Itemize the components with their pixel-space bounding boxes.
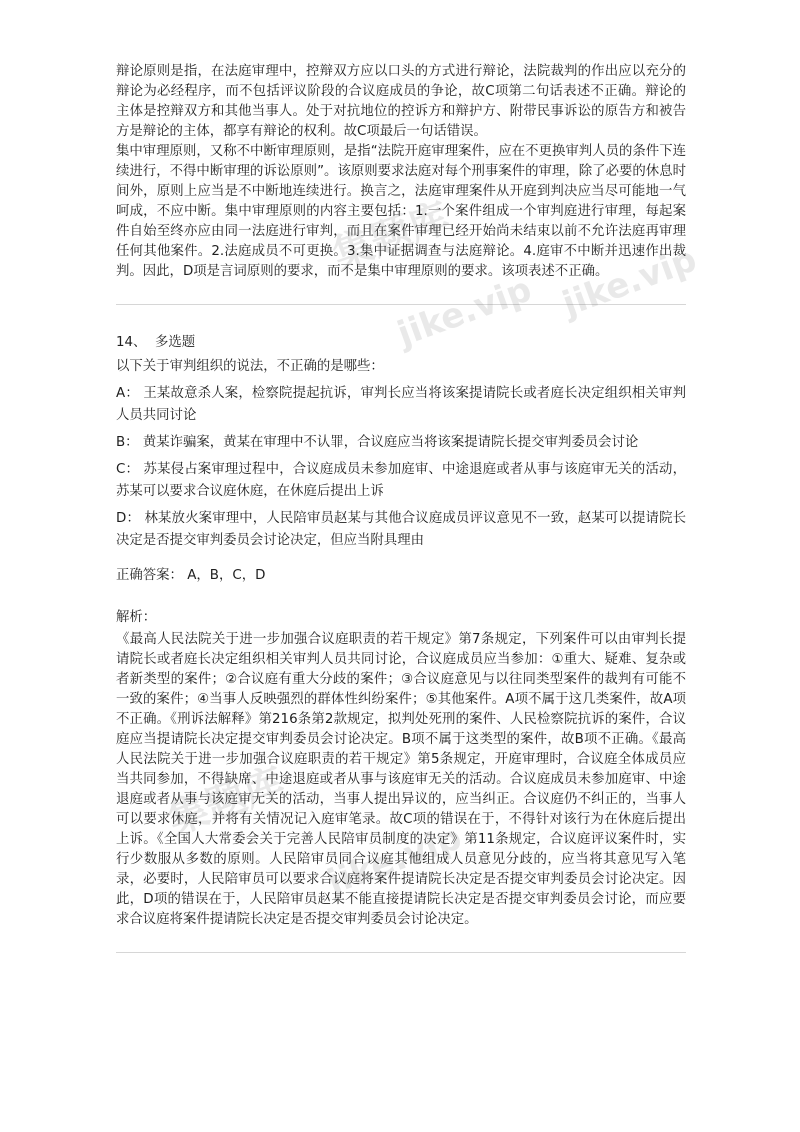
question-number-separator: 、 bbox=[133, 335, 147, 350]
watermark-url: jike.vip bbox=[392, 269, 537, 355]
prev-analysis-paragraph-1: 辩论原则是指，在法庭审理中，控辩双方应以口头的方式进行辩论，法院裁判的作出应以充分的辩论为必经程序，而不包括评议阶段的合议庭成员的争论，故C项第二句话表述不正确。辩论的主体是控辩双方和其他当事人。处于对抗地位的控诉方和辩护方、附带民事诉讼的原告方和被告方是辩论的主体，都享有辩论的权利。故C项最后一句话错误。 bbox=[116, 64, 686, 139]
answer-label: 正确答案： bbox=[116, 568, 183, 583]
option-a-label: A： bbox=[116, 386, 139, 401]
option-d-text: 林某放火案审理中，人民陪审员赵某与其他合议庭成员评议意见不一致，赵某可以提请院长决定是否提交审判委员会讨论决定，但应当附具理由 bbox=[116, 511, 687, 548]
option-c bbox=[116, 459, 686, 503]
question-header bbox=[116, 333, 686, 353]
question-type: 多选题 bbox=[154, 335, 196, 350]
option-a-text: 王某故意杀人案，检察院提起抗诉，审判长应当将该案提请院长或者庭长决定组织相关审判人员共同讨论 bbox=[116, 386, 686, 423]
option-b-label: B： bbox=[116, 435, 139, 450]
option-c-text: 苏某侵占案审理过程中，合议庭成员未参加庭审、中途退庭或者从事与该庭审无关的活动，苏某可以要求合议庭休庭，在休庭后提出上诉 bbox=[116, 462, 686, 499]
option-b bbox=[116, 432, 686, 454]
analysis-text: 《最高人民法院关于进一步加强合议庭职责的若干规定》第7条规定，下列案件可以由审判长提请院长或者庭长决定组织相关审判人员共同讨论，合议庭成员应当参加：①重大、疑难、复杂或者新类型的案件；②合议庭有重大分歧的案件；③合议庭意见与以往同类型案件的裁判有可能不一致的案件；④当事人反映强烈的群体性纠纷案件；⑤其他案件。A项不属于这几类案件，故A项不正确。《刑诉法解释》第216条第2款规定，拟判处死刑的案件、人民检察院抗诉的案件，合议庭应当提请院长决定提交审判委员会讨论决定。B项不属于这类型的案件，故B项不正确。《最高人民法院关于进一步加强合议庭职责的若干规定》第5条规定，开庭审理时，合议庭全体成员应当共同参加，不得缺席、中途退庭或者从事与该庭审无关的活动。合议庭成员未参加庭审、中途退庭或者从事与该庭审无关的活动，当事人提出异议的，应当纠正。合议庭仍不纠正的，当事人可以要求休庭，并将有关情况记入庭审笔录。故C项的错误在于，不得针对该行为在休庭后提出上诉。《全国人大常委会关于完善人民陪审员制度的决定》第11条规定，合议庭评议案件时，实行少数服从多数的原则。人民陪审员同合议庭其他组成人员意见分歧的，应当将其意见写入笔录，必要时，人民陪审员可以要求合议庭将案件提请院长决定是否提交审判委员会讨论决定。因此，D项的错误在于，人民陪审员赵某不能直接提请院长决定是否提交审判委员会讨论，而应要求合议庭将案件提请院长决定是否提交审判委员会讨论决定。 bbox=[116, 632, 686, 927]
option-d-label: D： bbox=[116, 511, 141, 526]
question-number: 14 bbox=[116, 335, 134, 350]
option-b-text: 黄某诈骗案，黄某在审理中不认罪，合议庭应当将该案提请院长提交审判委员会讨论 bbox=[142, 435, 639, 450]
correct-answer bbox=[116, 566, 686, 586]
watermark-logo-text-lower: 集题库 bbox=[161, 759, 291, 844]
option-c-label: C： bbox=[116, 462, 140, 477]
question-stem: 以下关于审判组织的说法，不正确的是哪些： bbox=[116, 359, 384, 374]
section-divider bbox=[116, 304, 686, 305]
analysis-label: 解析： bbox=[116, 610, 157, 625]
watermark-logo-text: 集题库 bbox=[326, 194, 456, 279]
option-a bbox=[116, 383, 686, 427]
option-d bbox=[116, 508, 686, 552]
answer-value: A，B，C，D bbox=[187, 568, 266, 583]
prev-analysis-paragraph-2: 集中审理原则，又称不中断审理原则，是指“法院开庭审理案件，应在不更换审判人员的条件下连续进行，不得中断审理的诉讼原则”。该原则要求法庭对每个刑事案件的审理，除了必要的休息时间外，原则上应当是不中断地连续进行。换言之，法庭审理案件从开庭到判决应当尽可能地一气呵成，不应中断。集中审理原则的内容主要包括：1.一个案件组成一个审判庭进行审理，每起案件自始至终亦应由同一法庭进行审判，而且在案件审理已经开始尚未结束以前不允许法庭再审理任何其他案件。2.法庭成员不可更换。3.集中证据调查与法庭辩论。4.庭审不中断并迅速作出裁判。因此，D项是言词原则的要求，而不是集中审理原则的要求。该项表述不正确。 bbox=[116, 144, 686, 279]
watermark-url-lower: jike.vip bbox=[322, 817, 467, 903]
watermark-url-right: jike.vip bbox=[557, 239, 702, 325]
bottom-divider bbox=[116, 952, 686, 953]
document-page bbox=[116, 62, 686, 953]
